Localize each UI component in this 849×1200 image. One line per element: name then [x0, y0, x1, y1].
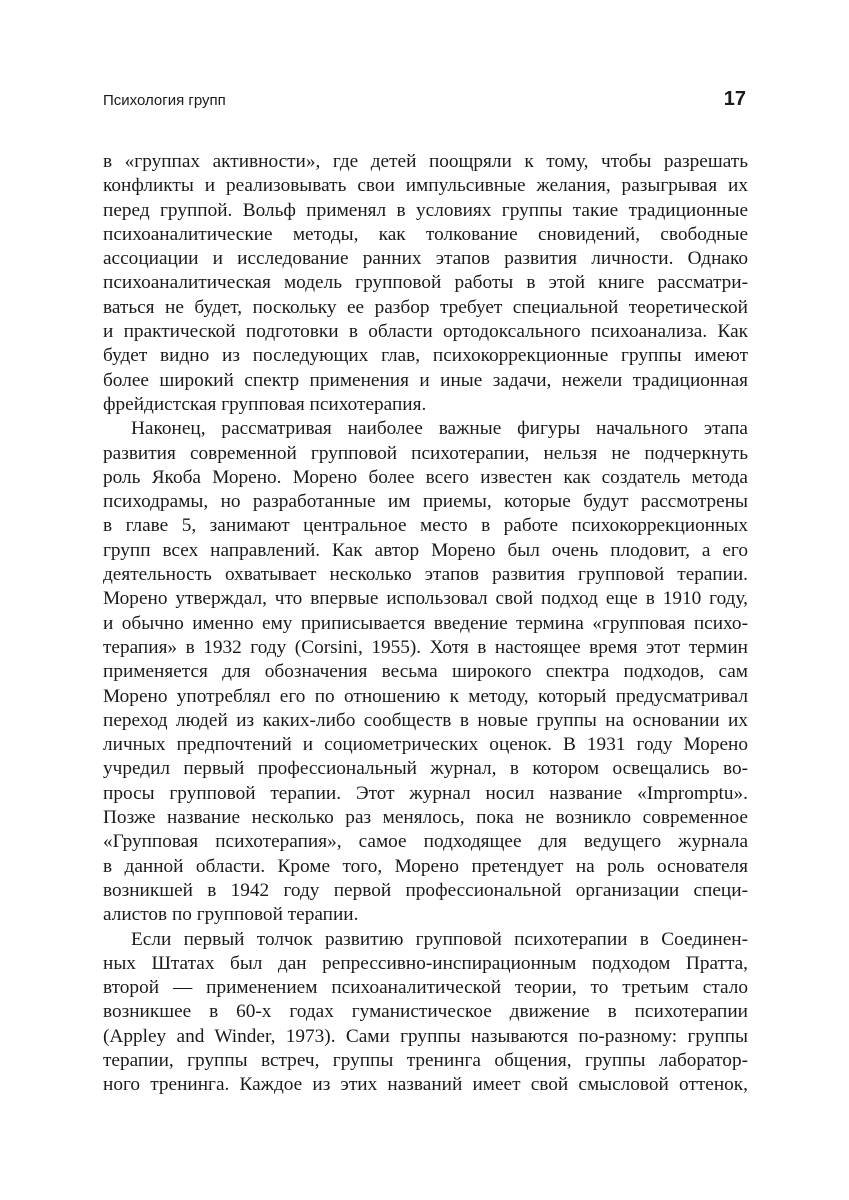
text-line: роль Якоба Морено. Морено более всего известен как создатель метода	[103, 466, 748, 488]
text-line: фрейдистская групповая психотерапия.	[103, 393, 427, 415]
text-line: психоаналитическая модель групповой работы в этой книге рассматри-	[103, 272, 748, 294]
text-line: перед группой. Вольф применял в условиях группы такие традиционные	[103, 199, 748, 221]
running-header	[103, 88, 748, 118]
text-line: развития современной групповой психотерапии, нельзя не подчеркнуть	[103, 442, 748, 464]
text-line: ассоциации и исследование ранних этапов развития личности. Однако	[103, 248, 748, 270]
text-line: Если первый толчок развитию групповой психотерапии в Соединен-	[131, 928, 748, 950]
text-line: терапии, группы встреч, группы тренинга общения, группы лаборатор-	[103, 1049, 748, 1071]
text-line: будет видно из последующих глав, психокоррекционные группы имеют	[103, 345, 748, 367]
text-line: в главе 5, занимают центральное место в работе психокоррекционных	[103, 515, 748, 537]
text-line: Наконец, рассматривая наиболее важные фигуры начального этапа	[131, 418, 748, 440]
text-line: психоаналитические методы, как толкование сновидений, свободные	[103, 223, 748, 245]
page-number: 17	[723, 88, 746, 110]
text-line: просы групповой терапии. Этот журнал носил название «Impromptu».	[103, 782, 748, 804]
text-line: «Групповая психотерапия», самое подходящее для ведущего журнала	[103, 831, 748, 853]
text-line: конфликты и реализовывать свои импульсивные желания, разыгрывая их	[103, 175, 748, 197]
text-line: и практической подготовки в области ортодоксального психоанализа. Как	[103, 321, 748, 343]
text-line: и обычно именно ему приписывается введение термина «групповая психо-	[103, 612, 748, 634]
text-line: алистов по групповой терапии.	[103, 904, 359, 926]
running-title: Психология групп	[103, 92, 226, 109]
text-line: (Appley and Winder, 1973). Сами группы называются по-разному: группы	[103, 1025, 748, 1047]
text-line: возникшее в 60-х годах гуманистическое движение в психотерапии	[103, 1001, 748, 1023]
body-text	[103, 150, 748, 1098]
text-line: ваться не будет, поскольку ее разбор требует специальной теоретической	[103, 296, 748, 318]
text-line: психодрамы, но разработанные им приемы, которые будут рассмотрены	[103, 491, 748, 513]
text-line: деятельность охватывает несколько этапов развития групповой терапии.	[103, 564, 748, 586]
text-line: переход людей из каких-либо сообществ в новые группы на основании их	[103, 709, 748, 731]
text-line: групп всех направлений. Как автор Морено был очень плодовит, а его	[103, 539, 748, 561]
text-line: в данной области. Кроме того, Морено претендует на роль основателя	[103, 855, 748, 877]
text-line: терапия» в 1932 году (Corsini, 1955). Хотя в настоящее время этот термин	[103, 636, 748, 658]
text-line: ного тренинга. Каждое из этих названий имеет свой смысловой оттенок,	[103, 1074, 748, 1096]
text-line: Морено утверждал, что впервые использовал свой подход еще в 1910 году,	[103, 588, 748, 610]
text-line: применяется для обозначения весьма широкого спектра подходов, сам	[103, 661, 748, 683]
text-line: более широкий спектр применения и иные задачи, нежели традиционная	[103, 369, 748, 391]
text-line: учредил первый профессиональный журнал, в котором освещались во-	[103, 758, 748, 780]
text-line: возникшей в 1942 году первой профессиональной организации специ-	[103, 879, 748, 901]
text-line: Позже название несколько раз менялось, пока не возникло современное	[103, 807, 748, 829]
text-line: Морено употреблял его по отношению к методу, который предусматривал	[103, 685, 748, 707]
text-line: личных предпочтений и социометрических оценок. В 1931 году Морено	[103, 734, 748, 756]
text-line: в «группах активности», где детей поощряли к тому, чтобы разрешать	[103, 151, 748, 172]
text-line: второй — применением психоаналитической теории, то третьим стало	[103, 977, 748, 999]
text-line: ных Штатах был дан репрессивно-инспирационным подходом Пратта,	[103, 952, 748, 974]
